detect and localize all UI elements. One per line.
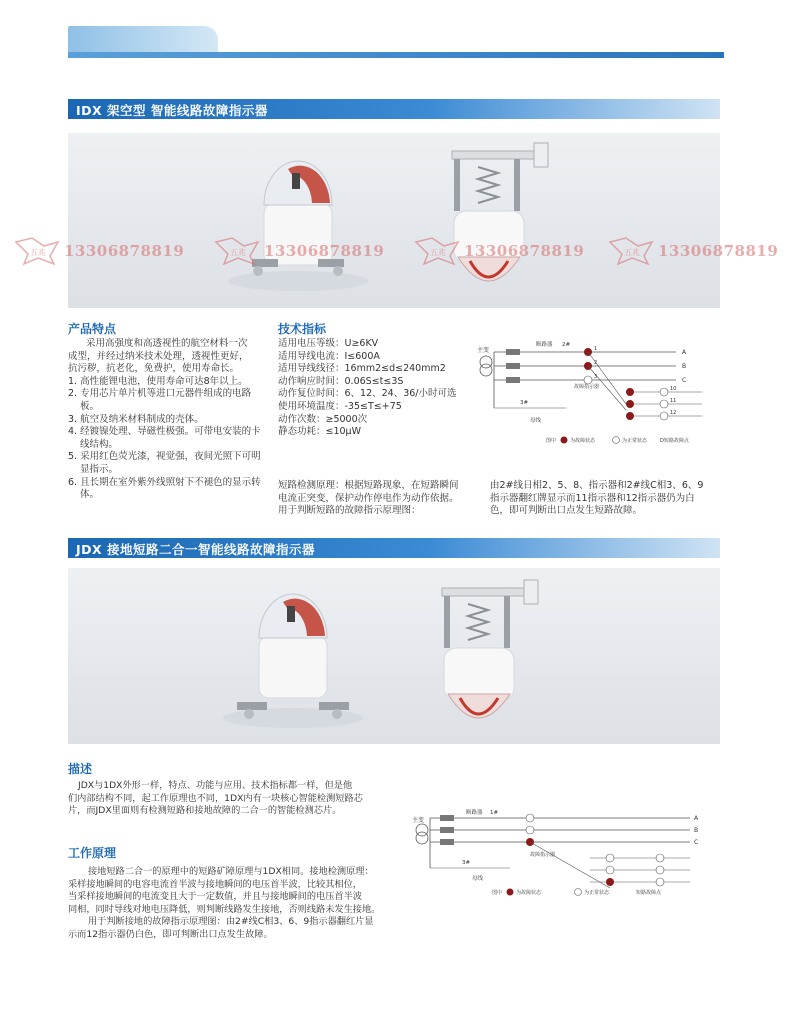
svg-text:主变: 主变 xyxy=(412,817,425,824)
watermark-phone: 13306878819 xyxy=(658,242,779,260)
svg-text:五兆: 五兆 xyxy=(230,248,246,257)
spec-row: 适用导线线径：16mm2≤d≤240mm2 xyxy=(278,363,446,375)
svg-text:为正常状态: 为正常状态 xyxy=(622,438,648,444)
svg-text:故障指示器: 故障指示器 xyxy=(530,852,556,858)
svg-text:短路故障点: 短路故障点 xyxy=(636,890,662,896)
product-photo-idx xyxy=(68,133,720,308)
svg-text:2#: 2# xyxy=(562,342,571,348)
svg-text:图中: 图中 xyxy=(546,438,557,444)
section-title-bar-jdx xyxy=(68,538,720,558)
svg-text:3: 3 xyxy=(594,374,598,380)
section-title-idx: IDX 架空型 智能线路故障指示器 xyxy=(76,103,268,118)
svg-text:A: A xyxy=(682,349,687,356)
svg-text:3#: 3# xyxy=(520,400,529,406)
work-text: 接地短路二合一的原理中的短路矿障原理与1DX相同。接地检测原理： 采样接地瞬间的电容电流首半波与接地瞬间的电压首半波，比较其相位， 当采样接地瞬间的电流变且大于一定数值，并且与接地瞬间的电压首半波 同相，同时导线对地电压降低，则判断线路发生接地，否则线路未发生接地。 用于判断接地的故障指示原理图：由2#线C相3、6、9指示器翻红片显 示而12指示器仍白色，即可判断出口点发生故障。 xyxy=(68,866,381,940)
feature-item: 1. 高性能锂电池，使用寿命可达8年以上。 xyxy=(68,375,248,387)
spec-row: 静态功耗：≤10μW xyxy=(278,426,361,438)
svg-text:2: 2 xyxy=(594,360,598,366)
svg-text:五兆: 五兆 xyxy=(430,248,446,257)
svg-text:1#: 1# xyxy=(490,810,499,816)
feature-item: 5. 采用红色荧光漆，视觉强，夜间光照下可明显指示。 xyxy=(68,451,261,475)
svg-text:A: A xyxy=(694,815,699,822)
svg-text:C: C xyxy=(694,839,699,846)
spec-row: 动作复位时间：6、12、24、36/小时可选 xyxy=(278,388,457,400)
watermark-phone: 13306878819 xyxy=(464,242,585,260)
svg-text:为故障状态: 为故障状态 xyxy=(516,890,542,896)
svg-text:母线: 母线 xyxy=(530,418,542,424)
svg-text:10: 10 xyxy=(670,386,677,392)
svg-text:11: 11 xyxy=(670,398,677,404)
svg-text:1: 1 xyxy=(594,346,598,352)
watermark-phone: 13306878819 xyxy=(264,242,385,260)
feature-item: 3. 航空及纳米材料制成的壳体。 xyxy=(68,413,204,425)
spec-row: 适用导线电流：I≤600A xyxy=(278,350,380,362)
svg-text:为故障状态: 为故障状态 xyxy=(570,438,596,444)
svg-text:3#: 3# xyxy=(462,860,471,866)
section-title-jdx: JDX 接地短路二合一智能线路故障指示器 xyxy=(76,542,316,557)
spec-row: 使用环境温度：-35≤T≤+75 xyxy=(278,400,402,412)
spec-row: 动作响应时间：0.06S≤t≤3S xyxy=(278,375,404,387)
brand-logo-icon xyxy=(414,236,460,266)
feature-item: 2. 专用芯片单片机等进口元器件组成的电路板。 xyxy=(68,388,252,412)
features-heading: 产品特点 xyxy=(68,322,117,336)
brand-logo-icon xyxy=(14,236,60,266)
specs-heading: 技术指标 xyxy=(278,322,327,336)
svg-text:B: B xyxy=(694,827,699,834)
watermark-3 xyxy=(414,236,584,266)
svg-text:图中: 图中 xyxy=(492,890,503,896)
diagram1-breaker: 断路器 xyxy=(536,342,553,348)
work-heading: 工作原理 xyxy=(68,846,117,860)
feature-item: 6. 且长期在室外紫外线照射下不褪色的显示转体。 xyxy=(68,476,261,501)
desc-text: JDX与1DX外形一样，特点、功能与应用、技术指标都一样，但是他 们内部结构不同，起工作原理也不同，1DX内有一块核心智能检测短路芯 片，而JDX里面则有检测短路和接地故障的二合一的智能检测芯片。 xyxy=(68,780,363,817)
product-illustration-jdx xyxy=(68,568,720,744)
watermark-4 xyxy=(608,236,778,266)
spec-row: 适用电压等级：U≥6KV xyxy=(278,338,379,349)
svg-text:断路器: 断路器 xyxy=(466,810,483,816)
features-text: 采用高强度和高透视性的航空材料一次 成型，并经过纳米技术处理，透视性更好， 抗污秽，抗老化，免费护，使用寿命长。 1. 高性能锂电池，使用寿命可达8年以上。 2. 专用芯片单片机等进口元器件组成的电路板。 3. 航空及纳米材料制成的壳体。 4. 经镀镍处理、导磁性极强。可带电安装的卡线结构。 5. 采用红色荧光漆，视觉强，夜间光照下可明显指示。 6. 且长期在室外紫外线照射下不褪色的显示转体。 xyxy=(68,338,268,502)
svg-text:为正常状态: 为正常状态 xyxy=(584,890,610,896)
watermark-phone: 13306878819 xyxy=(64,242,185,260)
product-photo-jdx xyxy=(68,568,720,744)
spec-row: 动作次数：≥5000次 xyxy=(278,413,368,425)
header-rule xyxy=(68,52,724,58)
svg-text:五兆: 五兆 xyxy=(624,248,640,257)
svg-text:故障指示器: 故障指示器 xyxy=(574,384,600,390)
svg-text:五兆: 五兆 xyxy=(30,248,46,257)
short-principle-text: 短路检测原理：根据短路现象，在短路瞬间 电流正突变，保护动作停电作为动作依据。 用于判断短路的故障指示原理图： xyxy=(278,480,459,517)
svg-text:B: B xyxy=(682,363,687,370)
short-result-text: 由2#线日相2、5、8、指示器和2#线C相3、6、9 指示器翻红牌显示而11指示器和12指示器仍为白 色，即可判断出口点发生短路故障。 xyxy=(490,480,704,517)
brand-logo-icon xyxy=(608,236,654,266)
svg-text:12: 12 xyxy=(670,410,677,416)
watermark-1 xyxy=(14,236,184,266)
short-circuit-diagram xyxy=(476,334,722,446)
svg-text:D短路故障点: D短路故障点 xyxy=(660,438,689,444)
svg-text:C: C xyxy=(682,377,687,384)
desc-heading: 描述 xyxy=(68,762,93,776)
brand-logo-icon xyxy=(214,236,260,266)
section-title-bar-idx xyxy=(68,99,720,119)
watermark-2 xyxy=(214,236,384,266)
svg-text:母线: 母线 xyxy=(472,876,484,882)
ground-fault-diagram xyxy=(410,808,710,900)
product-illustration-idx xyxy=(68,133,720,308)
diagram1-main-transformer: 主变 xyxy=(477,347,490,354)
feature-item: 4. 经镀镍处理、导磁性极强。可带电安装的卡线结构。 xyxy=(68,426,261,450)
specs-list xyxy=(278,338,478,439)
